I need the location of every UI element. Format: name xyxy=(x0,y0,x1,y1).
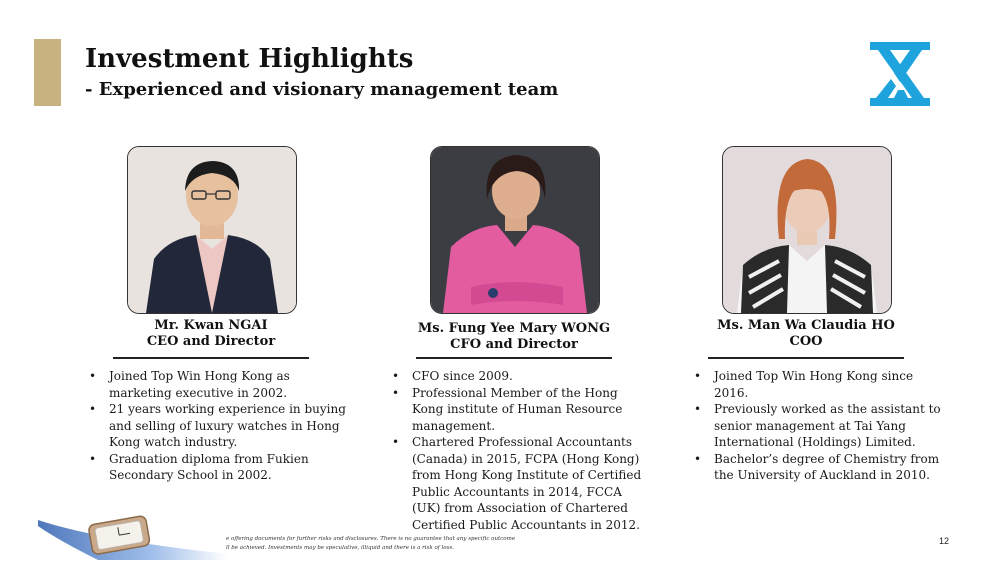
list-item: • 21 years working experience in buying and selling of luxury watches in Hong Kong watch industry. xyxy=(85,401,355,451)
company-logo-icon xyxy=(868,40,932,108)
list-item: • Bachelor’s degree of Chemistry from the University of Auckland in 2010. xyxy=(690,451,960,484)
cfo-name: Ms. Fung Yee Mary WONG xyxy=(417,321,611,336)
ceo-divider xyxy=(113,357,309,359)
watch-footer-image xyxy=(38,510,228,560)
ceo-name: Mr. Kwan NGAI xyxy=(154,318,268,333)
coo-divider xyxy=(708,357,904,359)
coo-bullet-list xyxy=(690,368,960,484)
cfo-divider xyxy=(416,357,612,359)
footer-disclaimer: e offering documents for further risks and disclosures. There is no guarantee that any specific outcome ll be achieved. Investments may be speculative, illiquid and there is a risk of loss. xyxy=(226,536,516,551)
ceo-photo xyxy=(127,146,297,314)
ceo-role: CEO and Director xyxy=(146,334,276,349)
page-subtitle: - Experienced and visionary management team xyxy=(85,79,559,100)
list-item: • Previously worked as the assistant to senior management at Tai Yang International (Holdings) Limited. xyxy=(690,401,960,451)
list-item: • Joined Top Win Hong Kong as marketing executive in 2002. xyxy=(85,368,355,401)
title-accent-bar xyxy=(34,39,61,106)
coo-name: Ms. Man Wa Claudia HO xyxy=(717,318,895,333)
coo-name-block xyxy=(676,318,936,350)
cfo-bullet-list xyxy=(388,368,663,533)
page-number: 12 xyxy=(939,536,950,546)
page-title: Investment Highlights xyxy=(85,44,414,74)
coo-role: COO xyxy=(789,334,823,349)
list-item: • Professional Member of the Hong Kong institute of Human Resource management. xyxy=(388,385,663,435)
cfo-photo xyxy=(430,146,600,314)
coo-photo xyxy=(722,146,892,314)
list-item: • Graduation diploma from Fukien Secondary School in 2002. xyxy=(85,451,355,484)
list-item: • Chartered Professional Accountants (Canada) in 2015, FCPA (Hong Kong) from Hong Kong Institute of Certified Public Accountants in 2014, FCCA (UK) from Association of Chartered Certified Public Accountants in 2012. xyxy=(388,434,663,533)
cfo-role: CFO and Director xyxy=(450,337,578,352)
ceo-name-block xyxy=(81,318,341,350)
list-item: • CFO since 2009. xyxy=(388,368,663,385)
ceo-bullet-list xyxy=(85,368,355,484)
cfo-name-block xyxy=(384,321,644,353)
list-item: • Joined Top Win Hong Kong since 2016. xyxy=(690,368,960,401)
